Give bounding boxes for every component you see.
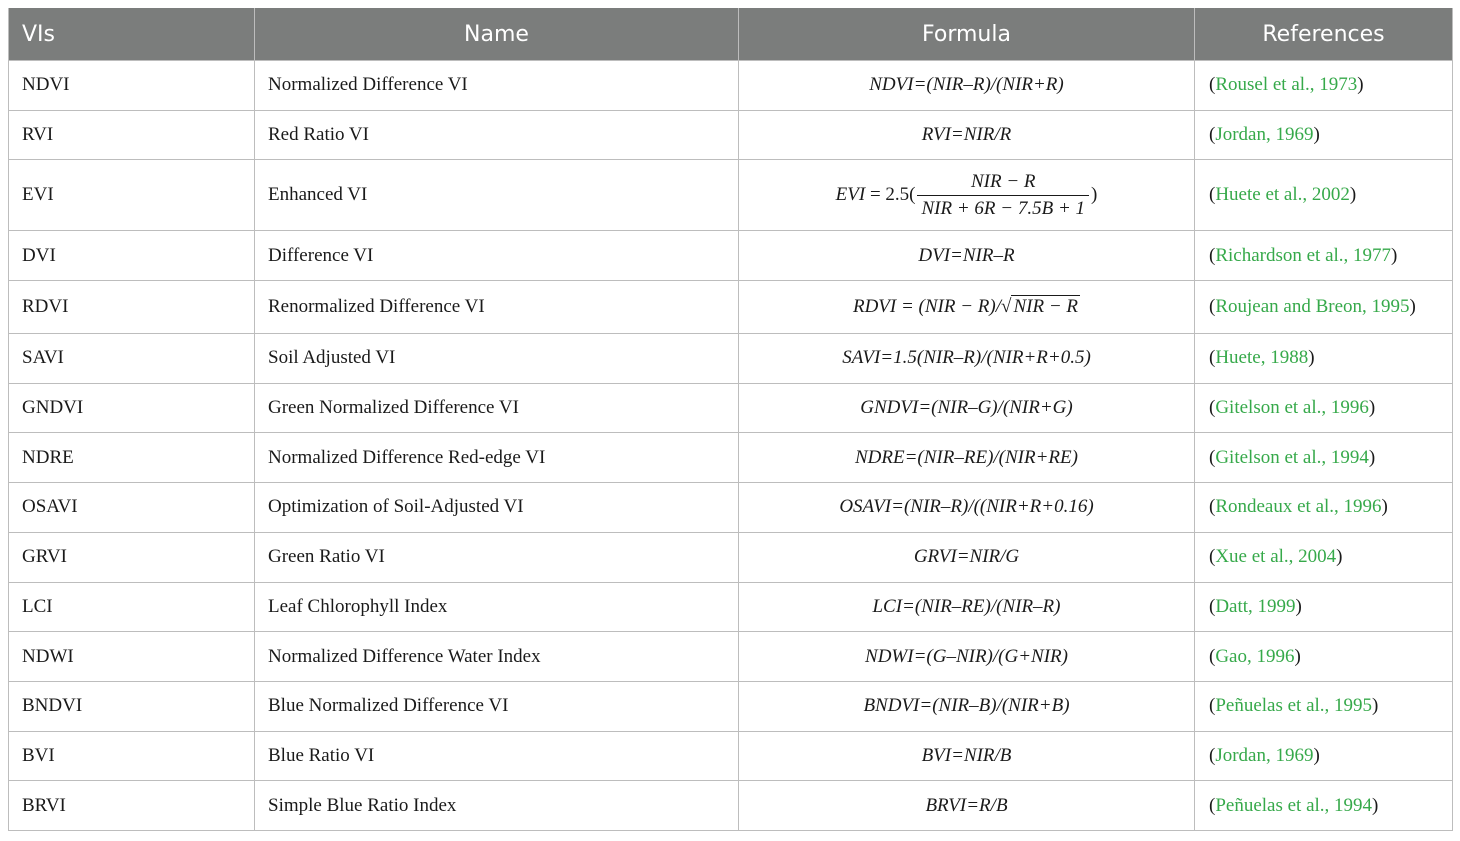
formula-fraction — [917, 171, 1089, 220]
reference-link[interactable]: Rondeaux et al., 1996 — [1215, 496, 1382, 518]
vi-formula: GNDVI=(NIR–G)/(NIR+G) — [739, 383, 1195, 433]
vi-formula: LCI=(NIR–RE)/(NIR–R) — [739, 582, 1195, 632]
table-row — [9, 110, 1453, 160]
vegetation-index-table — [8, 8, 1453, 831]
vi-abbreviation: LCI — [9, 582, 255, 632]
square-root-icon: √ — [1001, 296, 1012, 318]
vi-abbreviation: NDVI — [9, 61, 255, 111]
vi-name: Difference VI — [255, 231, 739, 281]
vi-abbreviation: GRVI — [9, 532, 255, 582]
table-row — [9, 281, 1453, 334]
vi-reference: (Jordan, 1969) — [1195, 731, 1453, 781]
table-row — [9, 532, 1453, 582]
formula-coefficient: = 2.5( — [865, 183, 916, 205]
vi-abbreviation: BNDVI — [9, 681, 255, 731]
vi-abbreviation: OSAVI — [9, 483, 255, 533]
vi-formula: BNDVI=(NIR–B)/(NIR+B) — [739, 681, 1195, 731]
reference-link[interactable]: Richardson et al., 1977 — [1215, 244, 1392, 266]
table-row — [9, 383, 1453, 433]
reference-link[interactable]: Jordan, 1969 — [1215, 124, 1314, 146]
vi-abbreviation: BVI — [9, 731, 255, 781]
reference-link[interactable]: Huete et al., 2002 — [1215, 184, 1350, 206]
reference-link[interactable]: Xue et al., 2004 — [1215, 546, 1337, 568]
vi-reference: (Huete, 1988) — [1195, 334, 1453, 384]
vi-name: Normalized Difference Red-edge VI — [255, 433, 739, 483]
table-header — [9, 8, 1453, 61]
vi-abbreviation: SAVI — [9, 334, 255, 384]
vi-formula: RVI=NIR/R — [739, 110, 1195, 160]
vi-abbreviation: NDRE — [9, 433, 255, 483]
vi-name: Enhanced VI — [255, 160, 739, 231]
vi-formula: NDWI=(G–NIR)/(G+NIR) — [739, 632, 1195, 682]
table-row — [9, 483, 1453, 533]
vi-name: Blue Ratio VI — [255, 731, 739, 781]
vi-name: Green Normalized Difference VI — [255, 383, 739, 433]
vi-abbreviation: RDVI — [9, 281, 255, 334]
vi-name: Soil Adjusted VI — [255, 334, 739, 384]
vi-name: Optimization of Soil-Adjusted VI — [255, 483, 739, 533]
table-row — [9, 334, 1453, 384]
table-row — [9, 231, 1453, 281]
header-name: Name — [255, 8, 739, 61]
reference-link[interactable]: Rousel et al., 1973 — [1215, 74, 1358, 96]
vi-abbreviation: EVI — [9, 160, 255, 231]
vi-formula: NDRE=(NIR–RE)/(NIR+RE) — [739, 433, 1195, 483]
vi-formula — [739, 160, 1195, 231]
table-row — [9, 681, 1453, 731]
reference-link[interactable]: Huete, 1988 — [1215, 347, 1309, 369]
vi-formula: BRVI=R/B — [739, 781, 1195, 831]
vi-name: Leaf Chlorophyll Index — [255, 582, 739, 632]
vi-formula: GRVI=NIR/G — [739, 532, 1195, 582]
table-row — [9, 160, 1453, 231]
reference-link[interactable]: Datt, 1999 — [1215, 595, 1296, 617]
formula-radicand: NIR − R — [1013, 296, 1079, 318]
vi-reference: (Peñuelas et al., 1994) — [1195, 781, 1453, 831]
vi-name: Blue Normalized Difference VI — [255, 681, 739, 731]
vi-reference: (Xue et al., 2004) — [1195, 532, 1453, 582]
header-row — [9, 8, 1453, 61]
formula-lhs: EVI — [835, 183, 866, 205]
vi-name: Simple Blue Ratio Index — [255, 781, 739, 831]
formula-close-paren: ) — [1091, 183, 1098, 205]
vi-reference: (Richardson et al., 1977) — [1195, 231, 1453, 281]
vi-name: Green Ratio VI — [255, 532, 739, 582]
vi-name: Red Ratio VI — [255, 110, 739, 160]
vi-formula: OSAVI=(NIR–R)/((NIR+R+0.16) — [739, 483, 1195, 533]
table-body — [9, 61, 1453, 831]
vi-reference: (Rousel et al., 1973) — [1195, 61, 1453, 111]
vi-name: Renormalized Difference VI — [255, 281, 739, 334]
vi-reference: (Huete et al., 2002) — [1195, 160, 1453, 231]
formula-numerator: NIR − R — [970, 170, 1036, 192]
vi-reference: (Gao, 1996) — [1195, 632, 1453, 682]
reference-link[interactable]: Peñuelas et al., 1994 — [1215, 794, 1373, 816]
table-row — [9, 433, 1453, 483]
reference-link[interactable]: Roujean and Breon, 1995 — [1215, 296, 1410, 318]
table-row — [9, 781, 1453, 831]
vi-reference: (Gitelson et al., 1994) — [1195, 433, 1453, 483]
vi-abbreviation: GNDVI — [9, 383, 255, 433]
reference-link[interactable]: Jordan, 1969 — [1215, 744, 1314, 766]
formula-denominator: NIR + 6R − 7.5B + 1 — [917, 195, 1089, 220]
reference-link[interactable]: Gitelson et al., 1994 — [1215, 446, 1369, 468]
vi-reference: (Gitelson et al., 1996) — [1195, 383, 1453, 433]
reference-link[interactable]: Peñuelas et al., 1995 — [1215, 695, 1373, 717]
formula-lhs: RDVI = (NIR − R)/ — [852, 296, 1002, 318]
vi-abbreviation: RVI — [9, 110, 255, 160]
reference-link[interactable]: Gitelson et al., 1996 — [1215, 397, 1369, 419]
vi-reference: (Jordan, 1969) — [1195, 110, 1453, 160]
reference-link[interactable]: Gao, 1996 — [1215, 645, 1295, 667]
vi-reference: (Rondeaux et al., 1996) — [1195, 483, 1453, 533]
vi-abbreviation: BRVI — [9, 781, 255, 831]
table-row — [9, 731, 1453, 781]
header-vis: VIs — [9, 8, 255, 61]
vi-reference: (Peñuelas et al., 1995) — [1195, 681, 1453, 731]
vi-reference: (Datt, 1999) — [1195, 582, 1453, 632]
vi-name: Normalized Difference Water Index — [255, 632, 739, 682]
vi-formula: NDVI=(NIR–R)/(NIR+R) — [739, 61, 1195, 111]
vi-formula: SAVI=1.5(NIR–R)/(NIR+R+0.5) — [739, 334, 1195, 384]
table-row — [9, 61, 1453, 111]
header-formula: Formula — [739, 8, 1195, 61]
vi-reference: (Roujean and Breon, 1995) — [1195, 281, 1453, 334]
header-references: References — [1195, 8, 1453, 61]
vi-formula: BVI=NIR/B — [739, 731, 1195, 781]
vi-abbreviation: DVI — [9, 231, 255, 281]
vi-formula — [739, 281, 1195, 334]
vi-formula: DVI=NIR–R — [739, 231, 1195, 281]
table-row — [9, 582, 1453, 632]
table-row — [9, 632, 1453, 682]
vi-name: Normalized Difference VI — [255, 61, 739, 111]
vi-abbreviation: NDWI — [9, 632, 255, 682]
